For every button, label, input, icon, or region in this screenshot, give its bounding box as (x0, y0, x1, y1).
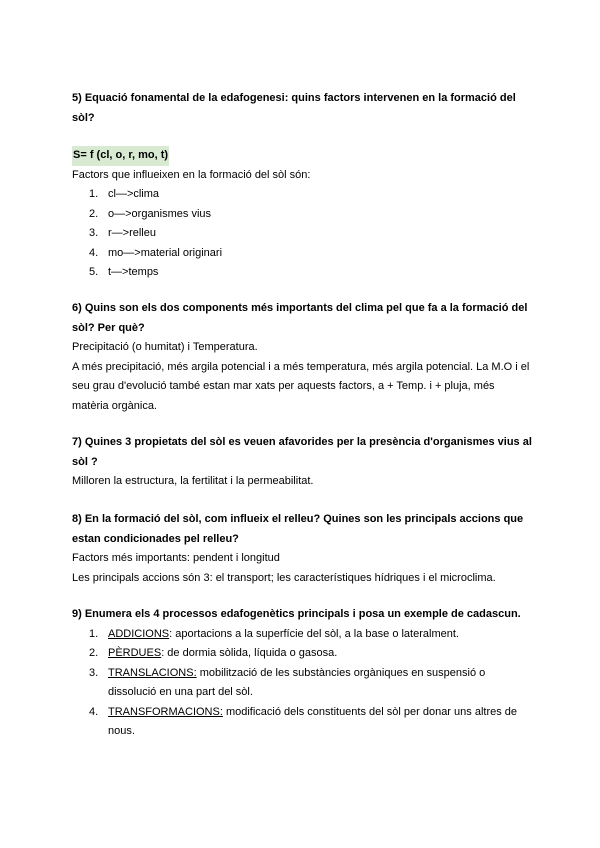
answer-6-line-1: Precipitació (o humitat) i Temperatura. (72, 341, 258, 353)
question-8 (72, 510, 532, 588)
answer-7: Milloren la estructura, la fertilitat i la permeabilitat. (72, 475, 314, 487)
question-7 (72, 433, 532, 492)
list-item: 2. PÈRDUES: de dormia sòlida, líquida o gasosa. (89, 647, 338, 659)
question-9 (72, 605, 532, 742)
list-item: 1. ADDICIONS: aportacions a la superfície del sòl, a la base o lateralment. (89, 627, 459, 640)
processes-list (72, 625, 532, 742)
list-item: 2. o—>organismes vius (89, 207, 212, 220)
answer-8-line-2: Les principals accions són 3: el transport; les característiques hídriques i el microclima. (72, 571, 496, 584)
list-item: 4. TRANSFORMACIONS: modificació dels constituents del sòl per donar uns altres de nous. (89, 705, 518, 737)
list-item: 4. mo—>material originari (89, 246, 223, 259)
process-term: TRANSLACIONS: (108, 666, 197, 679)
answer-5 (72, 146, 532, 283)
factors-list (72, 185, 532, 283)
process-term: TRANSFORMACIONS: (108, 705, 223, 718)
question-5 (72, 89, 532, 128)
question-9-title: 9) Enumera els 4 processos edafogenètics principals i posa un exemple de cadascun. (72, 608, 521, 620)
formula: S= f (cl, o, r, mo, t) (72, 146, 169, 166)
list-item: 1. cl—>clima (89, 188, 160, 200)
answer-5-intro: Factors que influeixen en la formació del sòl són: (72, 168, 311, 181)
question-8-title: 8) En la formació del sòl, com influeix el relleu? Quines son les principals accions que estan condicionades pel relleu? (72, 513, 524, 545)
question-7-title: 7) Quines 3 propietats del sòl es veuen afavorides per la presència d'organismes vius al sòl ? (72, 436, 532, 468)
question-6 (72, 299, 532, 416)
answer-6-line-2: A més precipitació, més argila potencial i a més temperatura, més argila potencial. La M.O i el seu grau d'evolució també estan mar xats per aquests factors, a + Temp. i + pluja, més matèria orgànica. (72, 360, 530, 412)
question-5-title: 5) Equació fonamental de la edafogenesi: quins factors intervenen en la formació del sòl? (72, 92, 516, 124)
process-term: ADDICIONS (108, 627, 170, 640)
process-term: PÈRDUES (108, 647, 162, 659)
list-item: 3. TRANSLACIONS: mobilització de les substàncies orgàniques en suspensió o dissolució en una part del sòl. (89, 666, 486, 698)
answer-8-line-1: Factors més importants: pendent i longitud (72, 552, 280, 564)
list-item: 3. r—>relleu (89, 227, 156, 239)
list-item: 5. t—>temps (89, 266, 159, 278)
question-6-title: 6) Quins son els dos components més importants del clima pel que fa a la formació del sòl? Per què? (72, 302, 528, 334)
